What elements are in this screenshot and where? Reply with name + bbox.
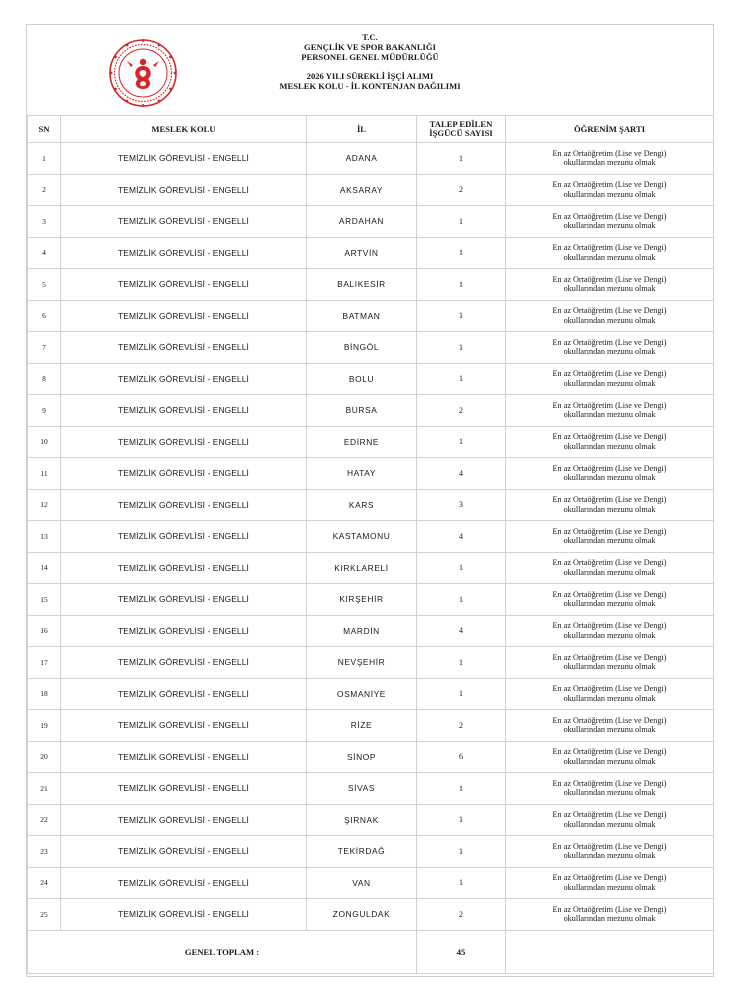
row-talep: 1 [417, 363, 506, 395]
row-ogrenim [506, 710, 714, 742]
row-sn: 10 [28, 426, 61, 458]
table-row [28, 773, 714, 805]
row-meslek: TEMİZLİK GÖREVLİSİ - ENGELLİ [61, 615, 307, 647]
row-talep: 4 [417, 521, 506, 553]
row-meslek: TEMİZLİK GÖREVLİSİ - ENGELLİ [61, 678, 307, 710]
title-distribution: MESLEK KOLU - İL KONTENJAN DAĞILIMI [279, 80, 461, 91]
row-ogrenim-line2: okullarından mezunu olmak [563, 378, 656, 388]
row-il: BURSA [307, 395, 417, 427]
table-row [28, 678, 714, 710]
row-il: HATAY [307, 458, 417, 490]
row-ogrenim-line1: En az Ortaöğretim (Lise ve Dengi) [552, 810, 667, 820]
row-ogrenim [506, 395, 714, 427]
row-ogrenim [506, 521, 714, 553]
row-il: EDİRNE [307, 426, 417, 458]
document-page [26, 24, 714, 977]
row-ogrenim-line1: En az Ortaöğretim (Lise ve Dengi) [552, 873, 667, 883]
row-sn: 20 [28, 741, 61, 773]
row-meslek: TEMİZLİK GÖREVLİSİ - ENGELLİ [61, 300, 307, 332]
table-row [28, 804, 714, 836]
row-meslek: TEMİZLİK GÖREVLİSİ - ENGELLİ [61, 584, 307, 616]
table-row [28, 710, 714, 742]
row-meslek: TEMİZLİK GÖREVLİSİ - ENGELLİ [61, 773, 307, 805]
table-row [28, 143, 714, 175]
table-row [28, 426, 714, 458]
header-il: İL [307, 116, 417, 143]
row-ogrenim-line2: okullarından mezunu olmak [563, 630, 656, 640]
table-row [28, 269, 714, 301]
row-ogrenim-line1: En az Ortaöğretim (Lise ve Dengi) [552, 684, 667, 694]
row-ogrenim-line2: okullarından mezunu olmak [563, 315, 656, 325]
row-ogrenim-line1: En az Ortaöğretim (Lise ve Dengi) [552, 747, 667, 757]
row-sn: 11 [28, 458, 61, 490]
row-sn: 14 [28, 552, 61, 584]
row-il: OSMANİYE [307, 678, 417, 710]
header-talep [417, 116, 506, 143]
row-meslek: TEMİZLİK GÖREVLİSİ - ENGELLİ [61, 836, 307, 868]
row-sn: 13 [28, 521, 61, 553]
row-meslek: TEMİZLİK GÖREVLİSİ - ENGELLİ [61, 363, 307, 395]
total-label: GENEL TOPLAM : [28, 930, 417, 973]
row-ogrenim-line2: okullarından mezunu olmak [563, 788, 656, 798]
row-il: KASTAMONU [307, 521, 417, 553]
table-row [28, 174, 714, 206]
row-talep: 1 [417, 647, 506, 679]
row-sn: 2 [28, 174, 61, 206]
row-ogrenim-line1: En az Ortaöğretim (Lise ve Dengi) [552, 904, 667, 914]
row-meslek: TEMİZLİK GÖREVLİSİ - ENGELLİ [61, 237, 307, 269]
row-ogrenim [506, 237, 714, 269]
row-talep: 1 [417, 269, 506, 301]
row-talep: 4 [417, 458, 506, 490]
row-talep: 2 [417, 899, 506, 931]
row-ogrenim-line1: En az Ortaöğretim (Lise ve Dengi) [552, 715, 667, 725]
row-ogrenim-line1: En az Ortaöğretim (Lise ve Dengi) [552, 306, 667, 316]
row-meslek: TEMİZLİK GÖREVLİSİ - ENGELLİ [61, 143, 307, 175]
row-ogrenim-line2: okullarından mezunu olmak [563, 662, 656, 672]
row-ogrenim-line1: En az Ortaöğretim (Lise ve Dengi) [552, 369, 667, 379]
row-ogrenim [506, 899, 714, 931]
row-ogrenim-line2: okullarından mezunu olmak [563, 441, 656, 451]
table-row [28, 741, 714, 773]
row-talep: 2 [417, 174, 506, 206]
row-sn: 19 [28, 710, 61, 742]
row-il: BOLU [307, 363, 417, 395]
row-meslek: TEMİZLİK GÖREVLİSİ - ENGELLİ [61, 647, 307, 679]
row-il: ZONGULDAK [307, 899, 417, 931]
row-sn: 22 [28, 804, 61, 836]
row-ogrenim [506, 363, 714, 395]
table-row [28, 552, 714, 584]
row-sn: 23 [28, 836, 61, 868]
row-talep: 1 [417, 836, 506, 868]
row-il: AKSARAY [307, 174, 417, 206]
row-ogrenim-line1: En az Ortaöğretim (Lise ve Dengi) [552, 841, 667, 851]
row-il: SİNOP [307, 741, 417, 773]
row-il: ŞIRNAK [307, 804, 417, 836]
row-sn: 24 [28, 867, 61, 899]
row-ogrenim-line1: En az Ortaöğretim (Lise ve Dengi) [552, 148, 667, 158]
row-talep: 4 [417, 615, 506, 647]
row-ogrenim-line2: okullarından mezunu olmak [563, 882, 656, 892]
row-talep: 6 [417, 741, 506, 773]
row-meslek: TEMİZLİK GÖREVLİSİ - ENGELLİ [61, 332, 307, 364]
row-meslek: TEMİZLİK GÖREVLİSİ - ENGELLİ [61, 899, 307, 931]
title-directorate: PERSONEL GENEL MÜDÜRLÜĞÜ [301, 52, 439, 63]
table-row [28, 458, 714, 490]
row-sn: 16 [28, 615, 61, 647]
row-ogrenim [506, 426, 714, 458]
table-row [28, 584, 714, 616]
row-ogrenim [506, 867, 714, 899]
row-ogrenim [506, 773, 714, 805]
row-ogrenim [506, 804, 714, 836]
row-il: ARTVİN [307, 237, 417, 269]
row-ogrenim-line2: okullarından mezunu olmak [563, 567, 656, 577]
row-il: KIRŞEHİR [307, 584, 417, 616]
row-talep: 1 [417, 678, 506, 710]
row-talep: 2 [417, 395, 506, 427]
row-ogrenim [506, 836, 714, 868]
row-ogrenim-line2: okullarından mezunu olmak [563, 252, 656, 262]
row-sn: 9 [28, 395, 61, 427]
table-row [28, 363, 714, 395]
row-sn: 6 [28, 300, 61, 332]
row-ogrenim-line1: En az Ortaöğretim (Lise ve Dengi) [552, 652, 667, 662]
row-ogrenim-line1: En az Ortaöğretim (Lise ve Dengi) [552, 495, 667, 505]
row-ogrenim [506, 206, 714, 238]
row-ogrenim-line1: En az Ortaöğretim (Lise ve Dengi) [552, 526, 667, 536]
title-ministry: GENÇLİK VE SPOR BAKANLIĞI [304, 42, 436, 53]
header-sn: SN [28, 116, 61, 143]
table-row [28, 615, 714, 647]
total-value: 45 [417, 930, 506, 973]
row-il: KARS [307, 489, 417, 521]
row-ogrenim-line2: okullarından mezunu olmak [563, 599, 656, 609]
document-titles [27, 32, 713, 91]
row-talep: 1 [417, 552, 506, 584]
row-ogrenim-line2: okullarından mezunu olmak [563, 347, 656, 357]
row-ogrenim [506, 174, 714, 206]
row-talep: 1 [417, 584, 506, 616]
row-il: RİZE [307, 710, 417, 742]
row-sn: 4 [28, 237, 61, 269]
row-ogrenim-line2: okullarından mezunu olmak [563, 851, 656, 861]
row-ogrenim-line1: En az Ortaöğretim (Lise ve Dengi) [552, 558, 667, 568]
row-ogrenim [506, 741, 714, 773]
row-ogrenim [506, 678, 714, 710]
row-il: VAN [307, 867, 417, 899]
row-sn: 5 [28, 269, 61, 301]
row-sn: 17 [28, 647, 61, 679]
row-ogrenim [506, 584, 714, 616]
row-talep: 1 [417, 143, 506, 175]
row-meslek: TEMİZLİK GÖREVLİSİ - ENGELLİ [61, 174, 307, 206]
row-meslek: TEMİZLİK GÖREVLİSİ - ENGELLİ [61, 552, 307, 584]
table-row [28, 836, 714, 868]
row-ogrenim [506, 458, 714, 490]
row-sn: 15 [28, 584, 61, 616]
row-sn: 8 [28, 363, 61, 395]
table-row [28, 489, 714, 521]
row-il: BİNGÖL [307, 332, 417, 364]
row-ogrenim [506, 300, 714, 332]
row-ogrenim [506, 143, 714, 175]
row-sn: 3 [28, 206, 61, 238]
row-meslek: TEMİZLİK GÖREVLİSİ - ENGELLİ [61, 426, 307, 458]
row-ogrenim-line2: okullarından mezunu olmak [563, 158, 656, 168]
quota-table [27, 115, 714, 974]
table-row [28, 237, 714, 269]
row-talep: 1 [417, 206, 506, 238]
table-row [28, 332, 714, 364]
row-talep: 1 [417, 237, 506, 269]
row-ogrenim-line2: okullarından mezunu olmak [563, 284, 656, 294]
title-tc: T.C. [362, 32, 378, 42]
row-ogrenim [506, 552, 714, 584]
row-sn: 7 [28, 332, 61, 364]
header-talep-line1: TALEP EDİLEN [429, 119, 493, 129]
table-row [28, 300, 714, 332]
table-row [28, 899, 714, 931]
row-ogrenim-line2: okullarından mezunu olmak [563, 473, 656, 483]
row-ogrenim [506, 647, 714, 679]
row-ogrenim-line1: En az Ortaöğretim (Lise ve Dengi) [552, 337, 667, 347]
row-ogrenim-line1: En az Ortaöğretim (Lise ve Dengi) [552, 463, 667, 473]
row-ogrenim-line1: En az Ortaöğretim (Lise ve Dengi) [552, 274, 667, 284]
row-il: MARDİN [307, 615, 417, 647]
row-sn: 21 [28, 773, 61, 805]
row-ogrenim [506, 615, 714, 647]
row-sn: 25 [28, 899, 61, 931]
row-ogrenim [506, 269, 714, 301]
row-ogrenim-line1: En az Ortaöğretim (Lise ve Dengi) [552, 589, 667, 599]
document-header [27, 25, 713, 115]
row-meslek: TEMİZLİK GÖREVLİSİ - ENGELLİ [61, 269, 307, 301]
row-meslek: TEMİZLİK GÖREVLİSİ - ENGELLİ [61, 206, 307, 238]
row-il: SİVAS [307, 773, 417, 805]
row-ogrenim-line1: En az Ortaöğretim (Lise ve Dengi) [552, 180, 667, 190]
row-meslek: TEMİZLİK GÖREVLİSİ - ENGELLİ [61, 804, 307, 836]
row-talep: 1 [417, 426, 506, 458]
row-talep: 1 [417, 804, 506, 836]
table-row [28, 867, 714, 899]
row-il: BATMAN [307, 300, 417, 332]
row-ogrenim-line1: En az Ortaöğretim (Lise ve Dengi) [552, 211, 667, 221]
row-ogrenim-line1: En az Ortaöğretim (Lise ve Dengi) [552, 432, 667, 442]
row-talep: 1 [417, 867, 506, 899]
row-meslek: TEMİZLİK GÖREVLİSİ - ENGELLİ [61, 710, 307, 742]
row-ogrenim-line2: okullarından mezunu olmak [563, 221, 656, 231]
row-ogrenim-line1: En az Ortaöğretim (Lise ve Dengi) [552, 243, 667, 253]
row-il: ADANA [307, 143, 417, 175]
row-meslek: TEMİZLİK GÖREVLİSİ - ENGELLİ [61, 395, 307, 427]
row-talep: 1 [417, 773, 506, 805]
row-meslek: TEMİZLİK GÖREVLİSİ - ENGELLİ [61, 489, 307, 521]
total-empty [506, 930, 714, 973]
row-meslek: TEMİZLİK GÖREVLİSİ - ENGELLİ [61, 741, 307, 773]
header-ogrenim: ÖĞRENİM ŞARTI [506, 116, 714, 143]
table-header-row [28, 116, 714, 143]
row-ogrenim-line2: okullarından mezunu olmak [563, 536, 656, 546]
row-ogrenim-line1: En az Ortaöğretim (Lise ve Dengi) [552, 621, 667, 631]
row-ogrenim [506, 489, 714, 521]
row-ogrenim-line2: okullarından mezunu olmak [563, 189, 656, 199]
header-meslek: MESLEK KOLU [61, 116, 307, 143]
row-sn: 12 [28, 489, 61, 521]
title-recruitment: 2026 YILI SÜREKLİ İŞÇİ ALIMI [306, 70, 434, 81]
table-row [28, 395, 714, 427]
row-meslek: TEMİZLİK GÖREVLİSİ - ENGELLİ [61, 458, 307, 490]
row-talep: 2 [417, 710, 506, 742]
row-talep: 1 [417, 332, 506, 364]
row-ogrenim-line2: okullarından mezunu olmak [563, 819, 656, 829]
row-il: BALIKESİR [307, 269, 417, 301]
row-ogrenim-line2: okullarından mezunu olmak [563, 504, 656, 514]
row-il: NEVŞEHİR [307, 647, 417, 679]
row-ogrenim-line2: okullarından mezunu olmak [563, 725, 656, 735]
row-sn: 1 [28, 143, 61, 175]
total-row [28, 930, 714, 973]
table-row [28, 521, 714, 553]
row-ogrenim-line2: okullarından mezunu olmak [563, 693, 656, 703]
row-ogrenim-line1: En az Ortaöğretim (Lise ve Dengi) [552, 400, 667, 410]
header-talep-line2: İŞGÜCÜ SAYISI [429, 128, 493, 138]
table-row [28, 647, 714, 679]
row-talep: 3 [417, 489, 506, 521]
row-il: TEKİRDAĞ [307, 836, 417, 868]
row-meslek: TEMİZLİK GÖREVLİSİ - ENGELLİ [61, 521, 307, 553]
row-il: KIRKLARELİ [307, 552, 417, 584]
row-ogrenim [506, 332, 714, 364]
row-sn: 18 [28, 678, 61, 710]
row-ogrenim-line2: okullarından mezunu olmak [563, 756, 656, 766]
table-row [28, 206, 714, 238]
row-il: ARDAHAN [307, 206, 417, 238]
row-ogrenim-line2: okullarından mezunu olmak [563, 410, 656, 420]
row-ogrenim-line1: En az Ortaöğretim (Lise ve Dengi) [552, 778, 667, 788]
row-ogrenim-line2: okullarından mezunu olmak [563, 914, 656, 924]
row-talep: 1 [417, 300, 506, 332]
row-meslek: TEMİZLİK GÖREVLİSİ - ENGELLİ [61, 867, 307, 899]
